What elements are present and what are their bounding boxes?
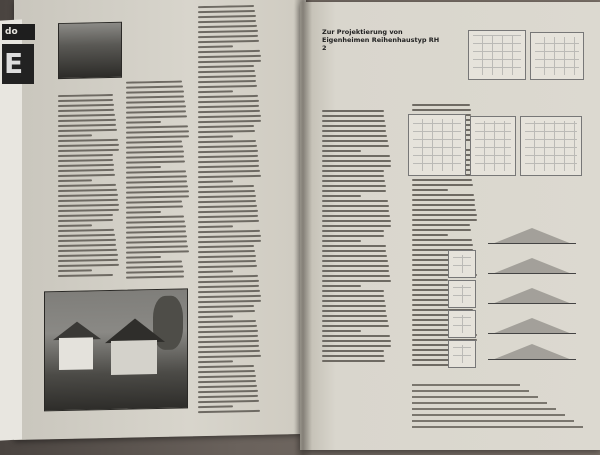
text-line [412, 279, 448, 281]
text-line [322, 350, 384, 352]
text-line [198, 395, 258, 398]
text-line [126, 230, 186, 233]
text-line [412, 224, 470, 226]
text-line [58, 109, 114, 112]
text-line [198, 170, 260, 173]
left-text-column-3 [198, 5, 262, 416]
text-line [322, 205, 389, 207]
text-line [58, 219, 113, 222]
text-line [58, 129, 117, 132]
text-line [412, 189, 448, 191]
text-line [58, 224, 92, 227]
text-line [198, 305, 254, 308]
text-line [126, 135, 189, 138]
text-line [322, 220, 391, 222]
text-line [198, 300, 261, 303]
text-line [198, 65, 254, 68]
text-line [412, 234, 448, 236]
text-line [198, 350, 260, 353]
text-line [126, 160, 185, 163]
text-line [198, 320, 256, 323]
text-line [58, 149, 119, 152]
text-line [198, 100, 259, 103]
text-line [322, 175, 384, 177]
text-line [198, 125, 254, 128]
text-line [322, 125, 386, 127]
left-page [14, 0, 306, 440]
text-line [126, 85, 183, 88]
text-line [198, 400, 259, 403]
floor-plan-diagram [470, 116, 516, 176]
text-line [198, 205, 257, 208]
text-line [126, 150, 184, 153]
text-line [198, 55, 261, 58]
text-line [322, 335, 390, 337]
text-line [198, 405, 233, 408]
text-line [322, 230, 384, 232]
text-line [322, 135, 387, 137]
text-line [322, 250, 386, 252]
text-line [322, 245, 386, 247]
text-line [198, 50, 260, 53]
small-plan-diagram [448, 280, 476, 308]
roof-truss-diagrams [488, 220, 578, 360]
text-line [126, 220, 185, 223]
text-line [198, 330, 258, 333]
text-line [322, 115, 384, 117]
text-line [126, 125, 188, 128]
text-line [412, 184, 473, 186]
text-line [412, 179, 472, 181]
text-line [126, 225, 186, 228]
text-line [322, 225, 391, 227]
text-line [126, 195, 189, 198]
text-line [198, 15, 256, 18]
text-line [58, 264, 119, 267]
text-line [126, 275, 184, 278]
text-line [322, 270, 389, 272]
text-line [126, 175, 187, 178]
text-line [126, 200, 182, 203]
text-line [198, 200, 256, 203]
text-line [58, 209, 119, 212]
text-line [58, 204, 119, 207]
text-line [198, 60, 261, 63]
text-line [126, 100, 185, 103]
text-line [412, 324, 448, 326]
text-line [198, 10, 255, 13]
text-line [412, 204, 475, 206]
text-line [198, 260, 256, 263]
text-line [322, 330, 361, 332]
truss-diagram [488, 336, 578, 360]
text-line [126, 185, 188, 188]
text-line [322, 140, 388, 142]
text-line [198, 90, 233, 93]
text-line [126, 90, 184, 93]
text-line [322, 190, 386, 192]
small-plan-diagram [448, 310, 476, 338]
text-line [322, 110, 384, 112]
text-line [412, 109, 471, 111]
text-line [322, 180, 385, 182]
text-line [58, 114, 115, 117]
truss-diagram [488, 220, 578, 244]
top-photo [58, 22, 122, 79]
text-line [58, 144, 119, 147]
text-line [126, 240, 187, 243]
text-line [198, 25, 257, 28]
text-line [126, 155, 184, 158]
text-line [58, 259, 118, 262]
text-line [322, 150, 361, 152]
truss-diagram [488, 250, 578, 274]
page-gutter [294, 0, 312, 455]
text-line [322, 320, 388, 322]
text-line [58, 179, 92, 182]
text-line [198, 180, 233, 183]
small-plan-diagram [448, 250, 476, 278]
text-line [198, 130, 255, 133]
text-line [126, 190, 189, 193]
table-row [412, 426, 583, 428]
text-line [126, 235, 187, 238]
text-line [322, 345, 391, 347]
text-line [198, 115, 261, 118]
text-line [58, 244, 116, 247]
text-line [412, 244, 473, 246]
text-line [198, 165, 259, 168]
text-line [58, 174, 115, 177]
text-line [198, 155, 258, 158]
text-line [322, 355, 384, 357]
text-line [322, 255, 387, 257]
text-line [198, 380, 256, 383]
text-line [198, 120, 261, 123]
text-line [58, 229, 114, 232]
text-line [58, 269, 92, 272]
text-line [126, 130, 189, 133]
text-line [126, 265, 183, 268]
table-row [412, 408, 556, 410]
text-line [126, 205, 183, 208]
text-line [322, 215, 390, 217]
text-line [412, 209, 476, 211]
text-line [126, 256, 161, 259]
text-line [322, 120, 385, 122]
text-line [58, 99, 113, 102]
text-line [322, 325, 389, 327]
text-line [198, 280, 259, 283]
text-line [198, 270, 233, 273]
text-line [322, 260, 388, 262]
text-line [126, 95, 184, 98]
text-line [198, 365, 254, 368]
text-line [198, 335, 258, 338]
text-line [58, 169, 114, 172]
text-line [198, 40, 259, 43]
text-line [126, 180, 187, 183]
table-row [412, 396, 538, 398]
section-tab: do [2, 24, 35, 40]
text-line [322, 240, 361, 242]
table-row [412, 402, 547, 404]
text-line [322, 155, 390, 157]
table-row [412, 420, 574, 422]
text-line [322, 295, 384, 297]
text-line [412, 104, 470, 106]
text-line [322, 265, 389, 267]
text-line [58, 159, 113, 162]
text-line [198, 105, 259, 108]
floor-plan-diagram [468, 30, 526, 80]
text-line [58, 119, 116, 122]
text-line [126, 245, 188, 248]
text-line [198, 250, 255, 253]
text-line [198, 160, 259, 163]
text-line [58, 124, 116, 127]
text-line [58, 154, 113, 157]
text-line [198, 315, 233, 318]
text-line [198, 310, 255, 313]
text-line [198, 220, 259, 223]
text-line [198, 145, 257, 148]
text-line [58, 94, 113, 97]
text-line [58, 234, 115, 237]
text-line [198, 75, 256, 78]
text-line [198, 215, 258, 218]
left-text-column-2 [126, 80, 190, 281]
cost-table [412, 380, 592, 438]
text-line [126, 170, 186, 173]
text-line [198, 225, 233, 228]
text-line [322, 160, 391, 162]
text-line [198, 345, 259, 348]
text-line [412, 239, 472, 241]
text-line [412, 214, 477, 216]
text-line [322, 360, 385, 362]
text-line [198, 110, 260, 113]
text-line [126, 145, 183, 148]
text-line [198, 410, 260, 413]
text-line [322, 170, 384, 172]
text-line [126, 211, 161, 214]
article-title: Zur Projektierung von Eigenheimen Reihenhaustyp RH 2 [322, 28, 440, 52]
text-line [58, 199, 118, 202]
table-row [412, 414, 565, 416]
text-line [198, 255, 256, 258]
text-line [322, 300, 385, 302]
truss-diagram [488, 310, 578, 334]
text-line [58, 184, 116, 187]
text-line [198, 5, 254, 8]
text-line [58, 104, 114, 107]
text-line [198, 370, 255, 373]
text-line [198, 45, 233, 48]
house-wall [59, 337, 93, 370]
text-line [198, 210, 258, 213]
text-line [322, 195, 361, 197]
text-line [126, 105, 186, 108]
text-line [322, 185, 386, 187]
text-line [198, 325, 257, 328]
text-line [322, 145, 389, 147]
text-line [126, 260, 182, 263]
text-line [322, 210, 389, 212]
text-line [58, 194, 118, 197]
text-line [198, 375, 256, 378]
floor-plan-diagram [408, 114, 466, 176]
text-line [198, 390, 258, 393]
text-line [198, 355, 261, 358]
text-line [322, 165, 391, 167]
text-line [58, 189, 117, 192]
text-line [322, 310, 386, 312]
text-line [412, 229, 471, 231]
table-row [412, 384, 520, 386]
text-line [322, 315, 387, 317]
text-line [126, 110, 186, 113]
text-line [58, 274, 113, 277]
text-line [412, 194, 474, 196]
text-line [198, 190, 255, 193]
text-line [198, 140, 256, 143]
text-line [198, 265, 257, 268]
text-line [322, 285, 361, 287]
house-photo [44, 288, 188, 411]
text-line [322, 200, 388, 202]
text-line [198, 340, 259, 343]
text-line [58, 134, 92, 137]
text-line [126, 140, 182, 143]
text-line [126, 121, 161, 124]
text-line [198, 185, 254, 188]
left-text-column-1 [58, 94, 120, 281]
text-line [126, 270, 184, 273]
text-line [198, 275, 258, 278]
text-line [322, 305, 386, 307]
text-line [198, 95, 258, 98]
truss-diagram [488, 280, 578, 304]
small-plan-diagram [448, 340, 476, 368]
text-line [198, 285, 259, 288]
text-line [198, 20, 256, 23]
floor-plan-diagram [530, 32, 584, 80]
text-line [126, 80, 182, 83]
text-line [322, 340, 391, 342]
text-line [198, 385, 257, 388]
section-letter: E [2, 44, 34, 84]
text-line [58, 139, 118, 142]
right-text-column-1 [322, 110, 392, 368]
text-line [198, 30, 258, 33]
text-line [198, 35, 258, 38]
text-line [198, 235, 261, 238]
text-line [322, 280, 391, 282]
text-line [58, 249, 117, 252]
text-line [198, 135, 233, 138]
text-line [198, 80, 256, 83]
text-line [198, 85, 257, 88]
text-line [58, 239, 116, 242]
floor-plan-diagram [520, 116, 582, 176]
text-line [322, 235, 384, 237]
text-line [322, 290, 384, 292]
text-line [58, 254, 118, 257]
text-line [412, 219, 477, 221]
text-line [198, 290, 260, 293]
text-line [126, 215, 184, 218]
text-line [58, 214, 113, 217]
text-line [198, 150, 258, 153]
text-line [198, 70, 255, 73]
text-line [58, 164, 114, 167]
table-row [412, 390, 529, 392]
text-line [198, 175, 261, 178]
text-line [198, 295, 261, 298]
text-line [198, 230, 260, 233]
text-line [198, 245, 254, 248]
text-line [198, 360, 233, 363]
house-wall [111, 340, 157, 375]
text-line [126, 250, 189, 253]
text-line [322, 130, 386, 132]
text-line [198, 195, 256, 198]
text-line [126, 115, 187, 118]
text-line [198, 240, 261, 243]
text-line [322, 275, 390, 277]
text-line [126, 166, 161, 169]
text-line [412, 199, 475, 201]
